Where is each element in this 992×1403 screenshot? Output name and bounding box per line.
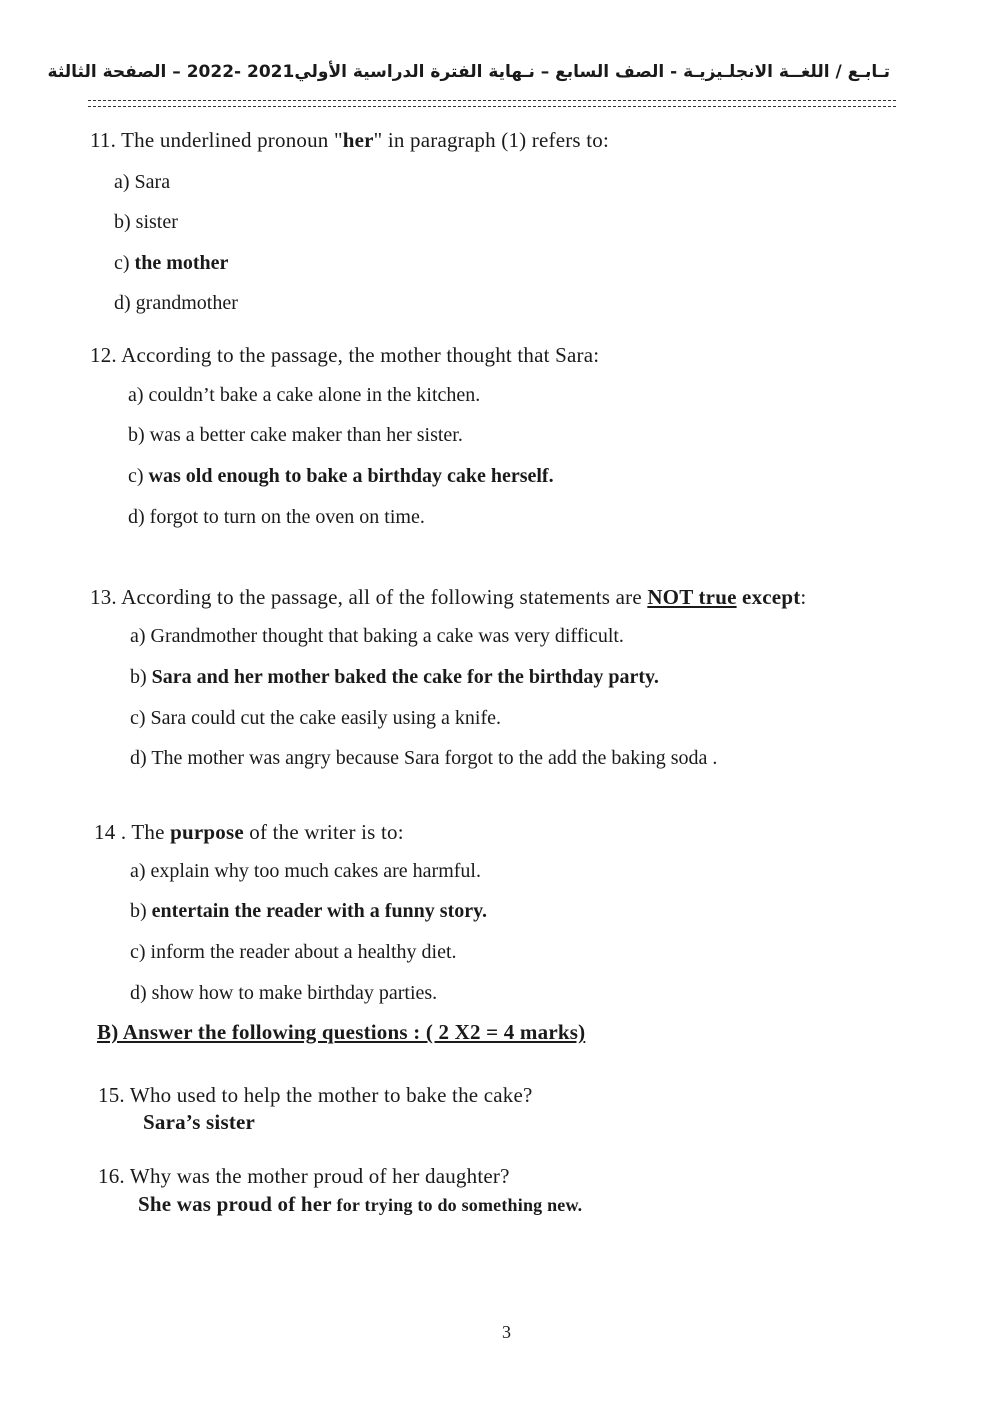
question-text-bold: purpose	[170, 820, 244, 844]
option-text: was a better cake maker than her sister.	[149, 424, 463, 446]
q11-option-d	[114, 292, 238, 315]
answer-rest: for trying to do something new.	[331, 1195, 583, 1215]
option-label: b)	[130, 666, 147, 688]
option-label: c)	[114, 252, 130, 274]
option-label: b)	[128, 424, 145, 446]
option-label: d)	[128, 506, 145, 528]
option-text: entertain the reader with a funny story.	[151, 900, 488, 922]
q12-option-c-correct	[128, 465, 554, 488]
option-text: Sara	[134, 171, 171, 193]
q13-option-d	[130, 747, 717, 770]
section-b-heading: B) Answer the following questions : ( 2 X2 = 4 marks)	[97, 1020, 586, 1044]
q12-option-a	[128, 384, 480, 407]
question-number: 15.	[98, 1083, 125, 1107]
question-text: Why was the mother proud of her daughter?	[124, 1164, 510, 1188]
q13-option-c	[130, 707, 501, 730]
page-number: 3	[502, 1322, 511, 1342]
option-text: sister	[135, 211, 178, 233]
option-text: Grandmother thought that baking a cake was very difficult.	[150, 625, 624, 647]
question-14	[94, 820, 404, 845]
header-divider-second	[88, 106, 896, 107]
option-label: a)	[130, 860, 146, 882]
option-text: grandmother	[135, 292, 238, 314]
option-label: d)	[114, 292, 131, 314]
q13-option-a	[130, 625, 624, 648]
q14-option-b-correct	[130, 900, 487, 923]
q14-option-d	[130, 982, 437, 1005]
answer-15: Sara’s sister	[143, 1110, 256, 1134]
option-label: a)	[130, 625, 146, 647]
question-12	[90, 343, 599, 368]
q13-option-b-correct	[130, 666, 659, 689]
question-text-end: " in paragraph (1) refers to:	[373, 128, 609, 152]
question-16	[98, 1164, 510, 1189]
question-number: 14 .	[94, 820, 127, 844]
question-number: 12.	[90, 343, 117, 367]
question-text-end: :	[800, 585, 807, 609]
question-number: 11.	[90, 128, 117, 152]
option-text: couldn’t bake a cake alone in the kitchen.	[148, 384, 481, 406]
option-text: forgot to turn on the oven on time.	[149, 506, 425, 528]
option-text: inform the reader about a healthy diet.	[150, 941, 457, 963]
option-label: a)	[114, 171, 130, 193]
option-label: d)	[130, 747, 147, 769]
option-label: c)	[128, 465, 144, 487]
question-text: The	[126, 820, 171, 844]
option-text: was old enough to bake a birthday cake herself.	[148, 465, 554, 487]
option-label: b)	[114, 211, 131, 233]
question-11	[90, 128, 609, 153]
question-text-bold: except	[736, 585, 801, 609]
question-text: The underlined pronoun "	[116, 128, 343, 152]
option-text: the mother	[134, 252, 229, 274]
header-divider	[88, 100, 896, 101]
question-15	[98, 1083, 533, 1108]
option-text: explain why too much cakes are harmful.	[150, 860, 481, 882]
q12-option-b	[128, 424, 463, 447]
q12-option-d	[128, 506, 425, 529]
option-label: c)	[130, 941, 146, 963]
question-text: Who used to help the mother to bake the cake?	[124, 1083, 533, 1107]
question-number: 13.	[90, 585, 117, 609]
question-text-end: of the writer is to:	[243, 820, 404, 844]
answer-bold: She was proud of her	[138, 1192, 332, 1216]
q11-option-b	[114, 211, 178, 234]
option-label: d)	[130, 982, 147, 1004]
question-13	[90, 585, 806, 610]
q11-option-a	[114, 171, 170, 194]
option-text: The mother was angry because Sara forgot to the add the baking soda .	[151, 747, 718, 769]
answer-16	[138, 1192, 582, 1217]
page-header: تـابـع / اللغــة الانجلـيزيـة - الصف السابع – نـهاية الفترة الدراسية الأولي2021 -2022 – الصفحة الثالثة	[47, 62, 890, 82]
option-text: Sara could cut the cake easily using a knife.	[150, 707, 501, 729]
q14-option-c	[130, 941, 457, 964]
option-label: c)	[130, 707, 146, 729]
question-text-bold: her	[342, 128, 374, 152]
option-text: Sara and her mother baked the cake for the birthday party.	[151, 666, 659, 688]
q14-option-a	[130, 860, 481, 883]
question-number: 16.	[98, 1164, 125, 1188]
q11-option-c-correct	[114, 252, 228, 275]
question-text-underlined: NOT true	[647, 585, 737, 609]
option-text: show how to make birthday parties.	[151, 982, 438, 1004]
question-text: According to the passage, all of the following statements are	[116, 585, 648, 609]
option-label: b)	[130, 900, 147, 922]
option-label: a)	[128, 384, 144, 406]
question-text: According to the passage, the mother thought that Sara:	[116, 343, 600, 367]
